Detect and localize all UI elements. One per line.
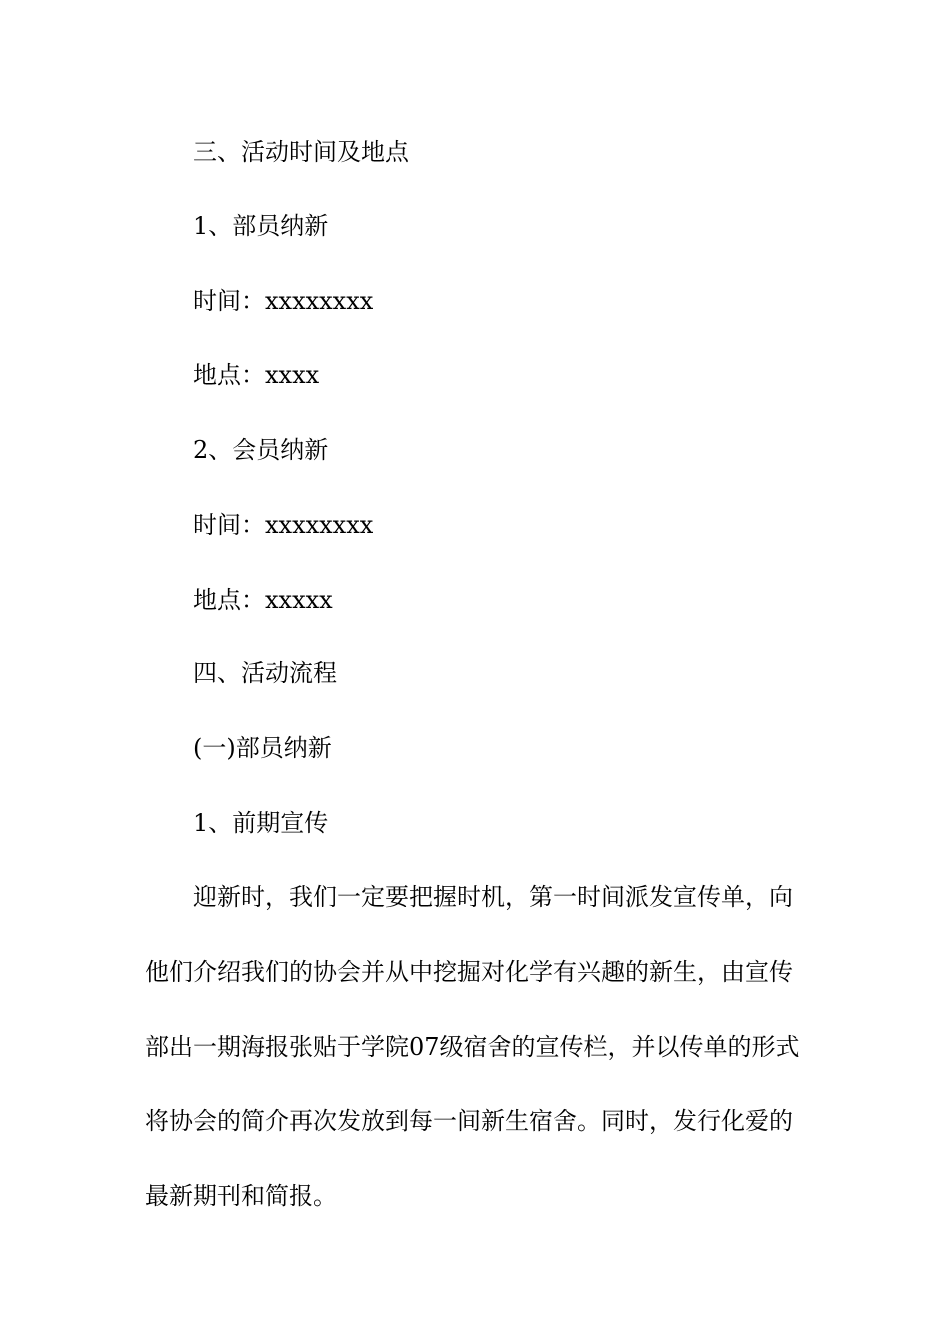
- place-line-1: 地点：xxxx: [193, 361, 320, 389]
- time-line-2: 时间：xxxxxxxx: [193, 511, 374, 539]
- subheading-club-member-recruit: 2、会员纳新: [193, 436, 329, 464]
- time-line-1: 时间：xxxxxxxx: [193, 287, 374, 315]
- section-heading-4: 四、活动流程: [193, 659, 337, 687]
- paragraph-line-4: 将协会的简介再次发放到每一间新生宿舍。同时，发行化爱的: [145, 1107, 793, 1135]
- paragraph-line-1: 迎新时，我们一定要把握时机，第一时间派发宣传单，向: [193, 883, 793, 911]
- subsection-heading-1: (一)部员纳新: [193, 734, 332, 762]
- item-heading-publicity: 1、前期宣传: [193, 809, 329, 837]
- paragraph-line-2: 他们介绍我们的协会并从中挖掘对化学有兴趣的新生，由宣传: [145, 958, 793, 986]
- subheading-member-recruit: 1、部员纳新: [193, 212, 329, 240]
- section-heading-3: 三、活动时间及地点: [193, 138, 409, 166]
- paragraph-line-3: 部出一期海报张贴于学院07级宿舍的宣传栏，并以传单的形式: [145, 1033, 800, 1061]
- place-line-2: 地点：xxxxx: [193, 586, 333, 614]
- paragraph-line-5: 最新期刊和简报。: [145, 1182, 337, 1210]
